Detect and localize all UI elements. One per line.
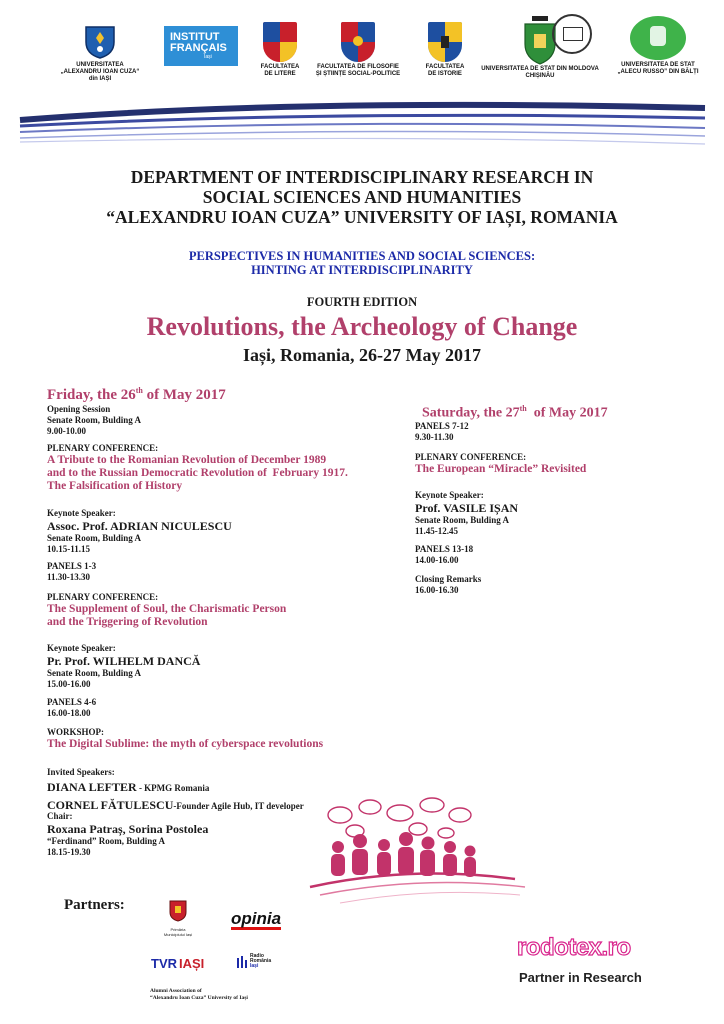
invited-speaker-2-name: CORNEL FĂTULESCU <box>47 798 174 812</box>
partners-label: Partners: <box>64 897 125 913</box>
panels-13-18-title: PANELS 13-18 <box>415 544 474 554</box>
radio-line3: Iași <box>250 963 259 969</box>
radio-text <box>250 954 271 969</box>
panels-13-18 <box>415 544 675 566</box>
plenary-1-line3: The Falsification of History <box>47 480 183 492</box>
history-caption: FACULTATEA DE ISTORIE <box>425 64 465 77</box>
keynote-3-label: Keynote Speaker: <box>415 490 484 500</box>
keynote-3-name: Prof. VASILE IȘAN <box>415 501 519 515</box>
tvr-text: TVR <box>151 956 177 971</box>
department-line3: “ALEXANDRU IOAN CUZA” UNIVERSITY OF IAȘI, ROMANIA <box>106 207 618 227</box>
keynote-2-time: 15.00-16.00 <box>47 679 91 689</box>
saturday-heading <box>415 388 608 422</box>
primaria-caption: Primăria Municipiului Iași <box>163 927 193 937</box>
uaic-logo <box>55 24 145 83</box>
plenary-1 <box>47 443 367 493</box>
keynote-1-name: Assoc. Prof. ADRIAN NICULESCU <box>47 519 232 533</box>
panels-1-3-title: PANELS 1-3 <box>47 561 97 571</box>
radio-romania-logo <box>236 954 271 969</box>
tvr-iasi-logo <box>151 956 204 971</box>
uaic-caption: UNIVERSITATEA „ALEXANDRU IOAN CUZA“ din IAȘI <box>60 62 140 82</box>
radio-line1: Radio <box>250 953 264 959</box>
saturday-heading-sup: th <box>519 404 527 413</box>
history-shield-icon <box>428 22 462 62</box>
primaria-logo <box>160 900 196 937</box>
invited-label: Invited Speakers: <box>47 767 115 777</box>
philosophy-shield-icon <box>341 22 375 62</box>
plenary-3-title: The European “Miracle” Revisited <box>415 463 587 475</box>
primaria-crest-icon <box>169 900 187 922</box>
alumni-line2: “Alexandru Ioan Cuza” University of Iași <box>150 995 248 1001</box>
panels-4-6-time: 16.00-18.00 <box>47 708 91 718</box>
series-line2: HINTING AT INTERDISCIPLINARITY <box>251 263 473 277</box>
conference-title: Revolutions, the Archeology of Change <box>146 312 578 341</box>
philosophy-caption: FACULTATEA DE FILOSOFIE ȘI ȘTIINȚE SOCIAL-POLITICE <box>315 64 401 77</box>
faculty-history-logo <box>410 22 480 78</box>
closing-title: Closing Remarks <box>415 574 482 584</box>
keynote-1-room: Senate Room, Bulding A <box>47 533 142 543</box>
uaic-crest-icon <box>83 24 117 60</box>
opinia-text: opinia <box>231 909 282 928</box>
panels-4-6 <box>47 697 367 719</box>
opinia-logo <box>231 909 281 930</box>
opening-room: Senate Room, Bulding A <box>47 415 142 425</box>
chair-names: Roxana Patraș, Sorina Postolea <box>47 822 209 836</box>
institut-francais-text: INSTITUT FRANÇAIS <box>170 31 227 54</box>
panels-7-12-title: PANELS 7-12 <box>415 421 469 431</box>
plenary-2-line1: The Supplement of Soul, the Charismatic Person <box>47 603 287 615</box>
workshop <box>47 727 367 751</box>
panels-4-6-title: PANELS 4-6 <box>47 697 97 707</box>
friday-heading-tail: of May 2017 <box>142 387 226 403</box>
crowd-figures <box>331 832 476 877</box>
keynote-1-label: Keynote Speaker: <box>47 508 116 518</box>
usb-logo <box>608 16 708 76</box>
department-title <box>0 167 724 227</box>
radio-waves-icon <box>236 955 248 969</box>
letters-caption: FACULTATEA DE LITERE <box>260 64 300 77</box>
letters-shield-icon <box>263 22 297 62</box>
keynote-2-label: Keynote Speaker: <box>47 643 116 653</box>
keynote-3-room: Senate Room, Bulding A <box>415 515 510 525</box>
keynote-2-room: Senate Room, Bulding A <box>47 668 142 678</box>
usb-caption: UNIVERSITATEA DE STAT „ALECU RUSSO” DIN BĂLȚI <box>617 62 699 75</box>
saturday-heading-main: Saturday, the 27 <box>422 405 520 421</box>
seal-icon <box>552 14 592 54</box>
plenary-1-label: PLENARY CONFERENCE: <box>47 443 159 453</box>
plenary-2-line2: and the Triggering of Revolution <box>47 616 208 628</box>
workshop-label: WORKSHOP: <box>47 727 105 737</box>
keynote-2-name: Pr. Prof. WILHELM DANCĂ <box>47 654 201 668</box>
panels-7-12 <box>415 421 675 443</box>
institut-francais-logo <box>164 26 238 66</box>
tvr-city-text: IAȘI <box>179 956 205 971</box>
department-line1: DEPARTMENT OF INTERDISCIPLINARY RESEARCH IN <box>130 167 594 187</box>
panels-13-18-time: 14.00-16.00 <box>415 555 459 565</box>
invited-speaker-1-role: - KPMG Romania <box>136 783 210 793</box>
keynote-1 <box>47 508 367 555</box>
rodotex-logo: rodotex.ro <box>517 934 631 961</box>
plenary-1-line2: and to the Russian Democratic Revolution of February 1917. <box>47 467 348 479</box>
header-swoosh <box>0 92 724 152</box>
panels-1-3-time: 11.30-13.30 <box>47 572 91 582</box>
workshop-title: The Digital Sublime: the myth of cyberspace revolutions <box>47 738 324 750</box>
institut-francais-sub: Iași <box>204 54 212 60</box>
plenary-2 <box>47 592 367 629</box>
alumni-line1: Alumni Association of <box>150 988 202 994</box>
plenary-1-line1: A Tribute to the Romanian Revolution of December 1989 <box>47 454 327 466</box>
invited-speaker-2-role: -Founder Agile Hub, IT developer <box>173 801 304 811</box>
sponsor-tagline: Partner in Research <box>519 970 642 985</box>
faculty-letters-logo <box>245 22 315 78</box>
friday-heading-sup: th <box>135 386 143 395</box>
place-date: Iași, Romania, 26-27 May 2017 <box>243 345 481 365</box>
saturday-heading-tail: of May 2017 <box>526 405 608 421</box>
opening-session <box>47 404 367 437</box>
keynote-1-time: 10.15-11.15 <box>47 544 91 554</box>
people-illustration <box>300 795 530 905</box>
opening-time: 9.00-10.00 <box>47 426 86 436</box>
friday-heading-main: Friday, the 26 <box>47 387 136 403</box>
series-line1: PERSPECTIVES IN HUMANITIES AND SOCIAL SCIENCES: <box>188 249 536 263</box>
plenary-3-label: PLENARY CONFERENCE: <box>415 452 527 462</box>
opening-title: Opening Session <box>47 404 111 414</box>
invited-speaker-1-name: DIANA LEFTER <box>47 780 137 794</box>
closing-remarks <box>415 574 675 596</box>
plenary-3 <box>415 452 675 476</box>
usb-emblem-icon <box>630 16 686 60</box>
edition-label: FOURTH EDITION <box>306 295 418 309</box>
panels-1-3 <box>47 561 367 583</box>
closing-time: 16.00-16.30 <box>415 585 459 595</box>
chair-time: 18.15-19.30 <box>47 847 91 857</box>
usm-caption: UNIVERSITATEA DE STAT DIN MOLDOVA CHIȘINĂU <box>481 66 599 79</box>
series-title <box>0 249 724 277</box>
department-line2: SOCIAL SCIENCES AND HUMANITIES <box>202 187 522 207</box>
chair-room: “Ferdinand” Room, Bulding A <box>47 836 166 846</box>
keynote-3 <box>415 490 675 537</box>
panels-7-12-time: 9.30-11.30 <box>415 432 454 442</box>
chair-label: Chair: <box>47 811 73 821</box>
faculty-philosophy-logo <box>313 22 403 78</box>
alumni-association <box>150 988 248 1002</box>
friday-heading <box>47 386 226 404</box>
radio-line2: România <box>250 958 272 964</box>
keynote-3-time: 11.45-12.45 <box>415 526 459 536</box>
keynote-2 <box>47 643 367 690</box>
speech-bubbles <box>328 798 471 838</box>
plenary-2-label: PLENARY CONFERENCE: <box>47 592 159 602</box>
